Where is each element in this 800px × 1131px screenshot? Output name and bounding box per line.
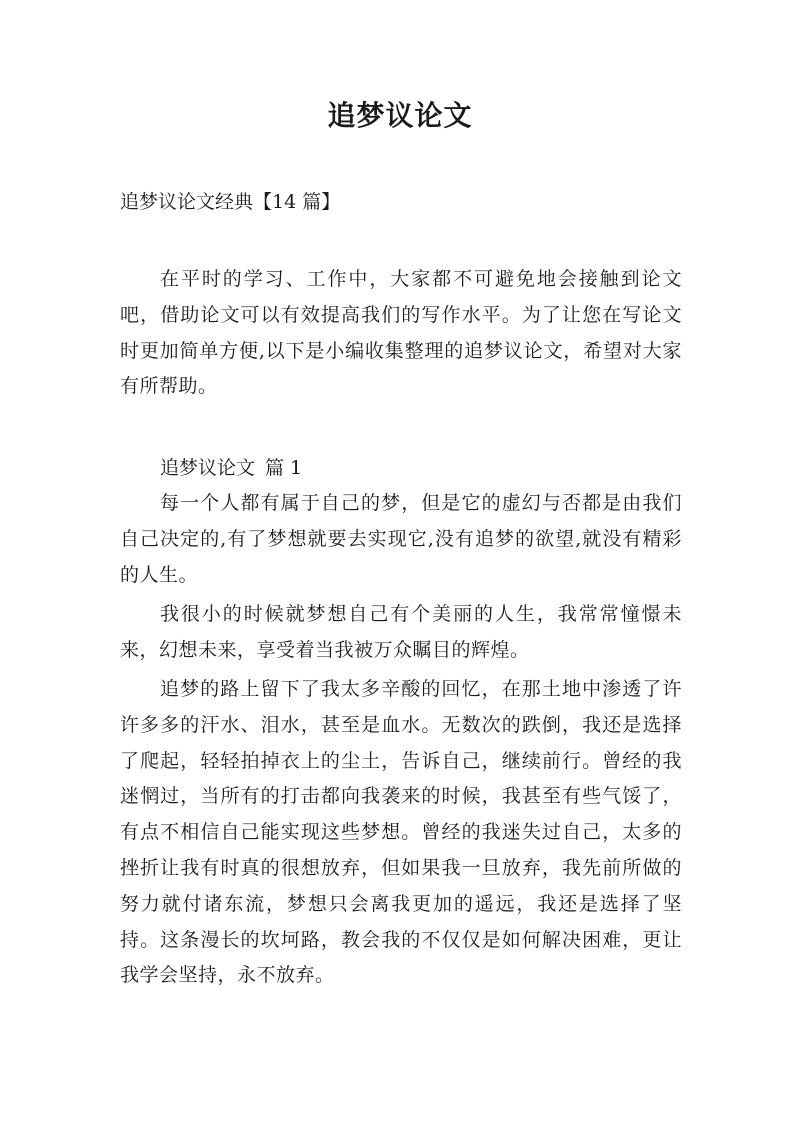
- intro-paragraph: 在平时的学习、工作中，大家都不可避免地会接触到论文吧，借助论文可以有效提高我们的写作水平。为了让您在写论文时更加简单方便,以下是小编收集整理的追梦议论文，希望对大家有所帮助。: [120, 268, 682, 398]
- section-heading-number: 篇 1: [265, 457, 303, 479]
- document-subtitle: 追梦议论文经典【14 篇】: [120, 191, 341, 213]
- body-paragraph: 每一个人都有属于自己的梦，但是它的虚幻与否都是由我们自己决定的,有了梦想就要去实现它,没有追梦的欲望,就没有精彩的人生。: [120, 492, 682, 586]
- body-paragraph: 我很小的时候就梦想自己有个美丽的人生，我常常憧憬未来，幻想未来，享受着当我被万众瞩目的辉煌。: [120, 603, 682, 661]
- document-title: 追梦议论文: [327, 99, 473, 132]
- body-paragraph: 追梦的路上留下了我太多辛酸的回忆，在那土地中渗透了许许多多的汗水、泪水，甚至是血水。无数次的跌倒，我还是选择了爬起，轻轻拍掉衣上的尘土，告诉自己，继续前行。曾经的我迷惘过，当所有的打击都向我袭来的时候，我甚至有些气馁了，有点不相信自己能实现这些梦想。曾经的我迷失过自己，太多的挫折让我有时真的很想放弃，但如果我一旦放弃，我先前所做的努力就付诸东流，梦想只会离我更加的遥远，我还是选择了坚持。这条漫长的坎坷路，教会我的不仅仅是如何解决困难，更让我学会坚持，永不放弃。: [120, 678, 682, 987]
- section-heading-title: 追梦议论文: [160, 457, 256, 479]
- section-heading: [160, 452, 302, 484]
